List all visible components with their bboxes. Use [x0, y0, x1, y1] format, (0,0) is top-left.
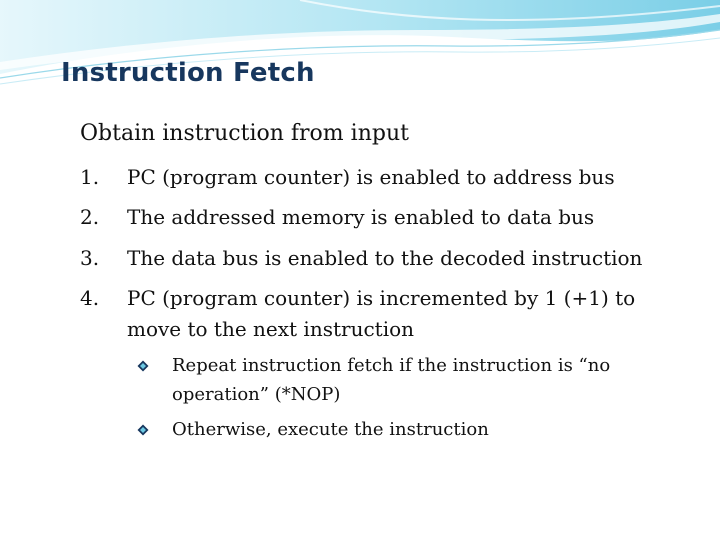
- step-text-1: PC (program counter) is enabled to address bus: [127, 165, 615, 189]
- bullet-icon: [137, 424, 149, 436]
- step-text-4-line-2: move to the next instruction: [127, 317, 415, 341]
- subpoint-text-1-line-2: operation” (*NOP): [172, 384, 341, 405]
- subpoint-text-2: Otherwise, execute the instruction: [172, 419, 489, 440]
- intro-text: Obtain instruction from input: [80, 121, 409, 146]
- step-number-3: 3.: [80, 246, 100, 270]
- slide-title: Instruction Fetch: [61, 58, 315, 88]
- step-number-1: 1.: [80, 165, 100, 189]
- step-text-3: The data bus is enabled to the decoded instruction: [127, 246, 643, 270]
- step-number-2: 2.: [80, 205, 100, 229]
- step-text-2: The addressed memory is enabled to data bus: [127, 205, 595, 229]
- step-text-4-line-1: PC (program counter) is incremented by 1 (+1) to: [127, 286, 636, 310]
- bullet-icon: [137, 360, 149, 372]
- subpoint-text-1-line-1: Repeat instruction fetch if the instruction is “no: [172, 355, 611, 376]
- step-number-4: 4.: [80, 286, 100, 310]
